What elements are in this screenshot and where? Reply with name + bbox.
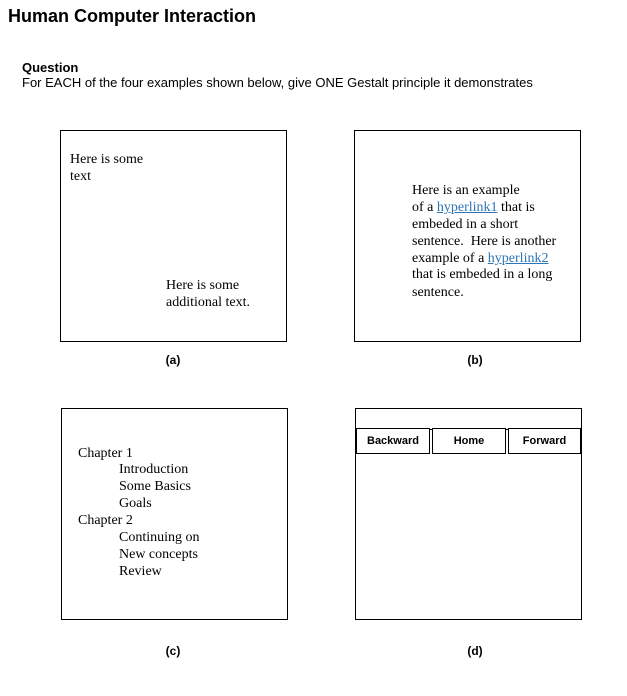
example-b-line2 (412, 199, 535, 216)
chapter-2-item: Review (119, 564, 162, 579)
chapter-2-title: Chapter 2 (78, 513, 133, 528)
chapter-1-item: Some Basics (119, 479, 191, 494)
example-b-line4: sentence. Here is another (412, 234, 557, 249)
example-a-text-bottom-line1: Here is some (166, 278, 240, 293)
hyperlink2-link[interactable]: hyperlink2 (487, 251, 549, 266)
example-a-text-top-line1: Here is some (70, 152, 144, 167)
home-button[interactable]: Home (432, 428, 506, 454)
example-c-caption: (c) (165, 644, 181, 658)
chapter-1-item: Goals (119, 496, 152, 511)
example-d-caption: (d) (467, 644, 483, 658)
chapter-2-item: New concepts (119, 547, 198, 562)
question-text: For EACH of the four examples shown below, give ONE Gestalt principle it demonstrates (22, 75, 533, 90)
example-b-line7: sentence. (412, 285, 464, 300)
page-title: Human Computer Interaction (8, 6, 257, 26)
forward-button[interactable]: Forward (508, 428, 581, 454)
example-b-line5 (412, 250, 548, 267)
example-b-line5-pre: example of a (412, 251, 488, 266)
example-b-caption: (b) (467, 353, 483, 367)
example-b-line3: embeded in a short (412, 217, 519, 232)
example-b-line2-pre: of a (412, 200, 437, 215)
question-label: Question (22, 60, 79, 75)
example-b-line6: that is embeded in a long (412, 267, 553, 282)
example-a-caption: (a) (165, 353, 181, 367)
chapter-1-item: Introduction (119, 462, 189, 477)
chapter-2-item: Continuing on (119, 530, 200, 545)
example-b-line2-post: that is (497, 200, 535, 215)
chapter-1-title: Chapter 1 (78, 446, 133, 461)
example-b-line1: Here is an example (412, 183, 520, 198)
example-a-text-bottom-line2: additional text. (166, 295, 250, 310)
hyperlink1-link[interactable]: hyperlink1 (436, 200, 498, 215)
example-a-text-top-line2: text (70, 169, 91, 184)
backward-button[interactable]: Backward (356, 428, 430, 454)
